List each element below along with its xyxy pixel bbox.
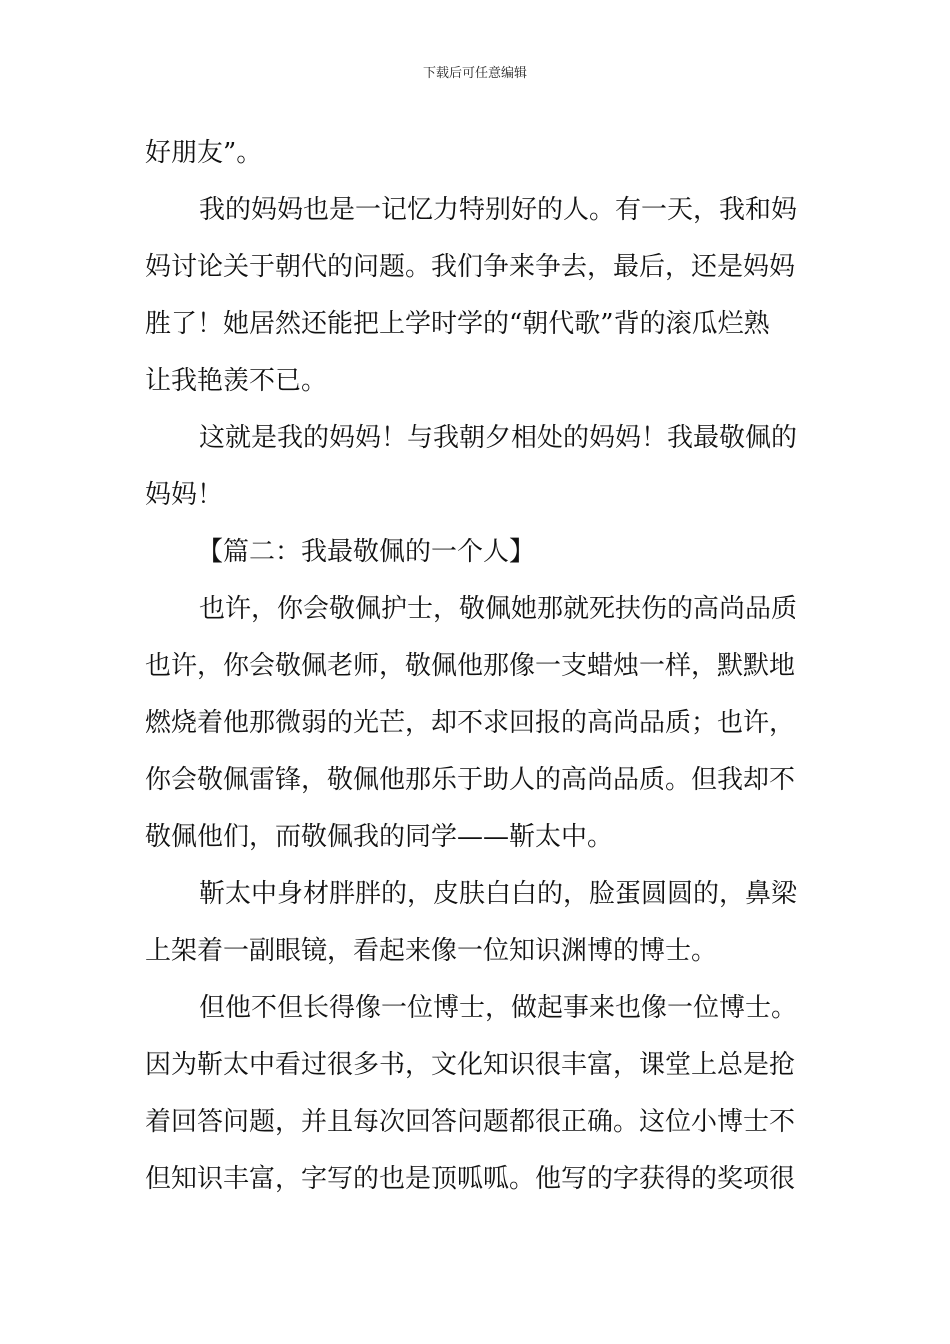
text-line: 但知识丰富，字写的也是顶呱呱。他写的字获得的奖项很 <box>145 1164 796 1194</box>
section-heading: 【篇二：我最敬佩的一个人】 <box>197 537 536 567</box>
text-line: 胜了！她居然还能把上学时学的“朝代歌”背的滚瓜烂熟 <box>145 309 770 339</box>
text-line: 上架着一副眼镜，看起来像一位知识渊博的博士。 <box>145 936 718 966</box>
page-header: 下载后可任意编辑 <box>422 66 527 81</box>
text-line: 你会敬佩雷锋，敬佩他那乐于助人的高尚品质。但我却不 <box>145 765 796 795</box>
text-line: 因为靳太中看过很多书，文化知识很丰富，课堂上总是抢 <box>145 1050 796 1080</box>
text-line: 让我艳羡不已。 <box>145 366 328 396</box>
text-line: 妈讨论关于朝代的问题。我们争来争去，最后，还是妈妈 <box>145 252 796 282</box>
text-line: 但他不但长得像一位博士，做起事来也像一位博士。 <box>199 993 798 1023</box>
text-line: 好朋友”。 <box>145 138 263 168</box>
text-line: 也许，你会敬佩老师，敬佩他那像一支蜡烛一样，默默地 <box>145 651 796 681</box>
document-body <box>145 125 807 1208</box>
text-line: 着回答问题，并且每次回答问题都很正确。这位小博士不 <box>145 1107 796 1137</box>
text-line: 妈妈！ <box>145 480 224 510</box>
text-line: 这就是我的妈妈！与我朝夕相处的妈妈！我最敬佩的 <box>199 423 798 453</box>
text-line: 靳太中身材胖胖的，皮肤白白的，脸蛋圆圆的，鼻梁 <box>199 879 798 909</box>
text-line: 敬佩他们，而敬佩我的同学——靳太中。 <box>145 822 614 852</box>
text-line: 燃烧着他那微弱的光芒，却不求回报的高尚品质；也许， <box>145 708 796 738</box>
text-line: 也许，你会敬佩护士，敬佩她那就死扶伤的高尚品质 <box>199 594 798 624</box>
text-line: 我的妈妈也是一记忆力特别好的人。有一天，我和妈 <box>199 195 798 225</box>
